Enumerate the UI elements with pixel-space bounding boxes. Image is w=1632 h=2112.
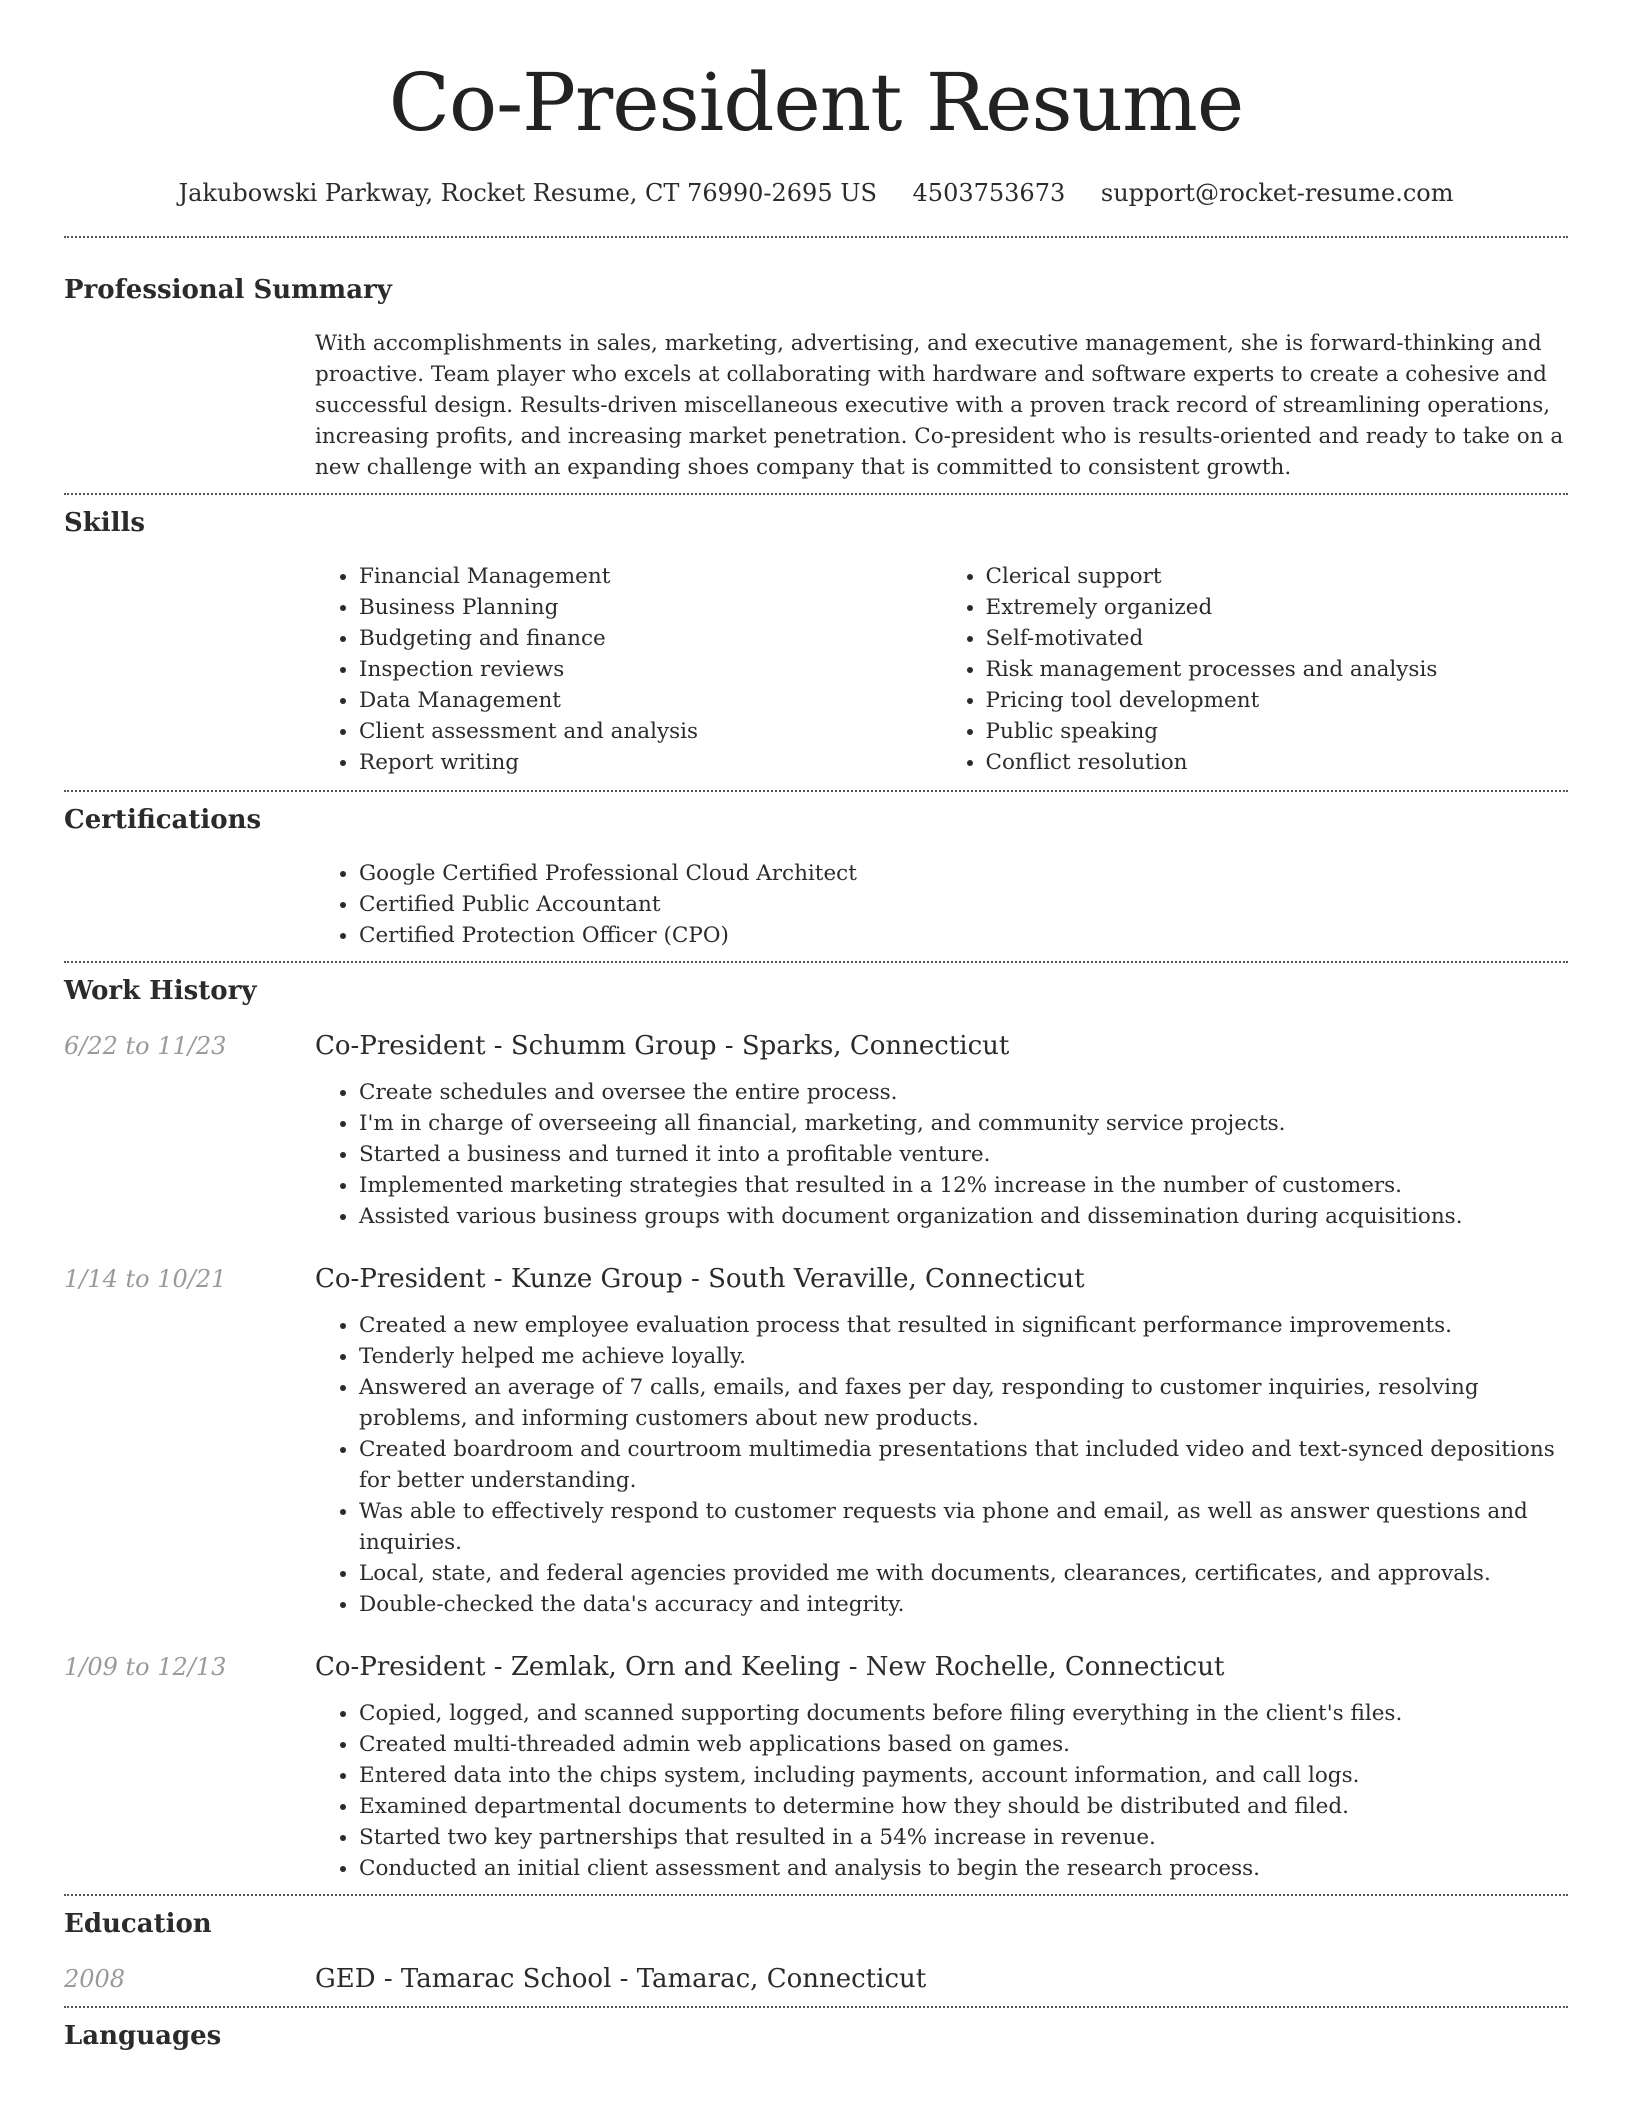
job-entry xyxy=(64,1262,1568,1620)
job-entry xyxy=(64,1650,1568,1884)
summary-heading: Professional Summary xyxy=(64,275,392,305)
skills-grid xyxy=(315,561,1568,778)
skill-item: • Client assessment and analysis xyxy=(359,716,942,747)
skill-item: • Conflict resolution xyxy=(986,747,1569,778)
summary-section xyxy=(64,272,1568,483)
job-bullet: • Answered an average of 7 calls, emails, and faxes per day, responding to customer inquiries, resolving problems, and informing customers about new products. xyxy=(359,1372,1568,1434)
skill-item: • Financial Management xyxy=(359,561,942,592)
job-bullet: • Local, state, and federal agencies provided me with documents, clearances, certificates, and approvals. xyxy=(359,1558,1568,1589)
work-history-section xyxy=(64,973,1568,1884)
job-bullet: • Was able to effectively respond to customer requests via phone and email, as well as answer questions and inquiries. xyxy=(359,1496,1568,1558)
job-bullet: • Copied, logged, and scanned supporting documents before filing everything in the client's files. xyxy=(359,1698,1568,1729)
job-header xyxy=(64,1029,1568,1063)
skill-item: • Budgeting and finance xyxy=(359,623,942,654)
job-bullets-wrap xyxy=(315,1310,1568,1620)
contact-email: support@rocket-resume.com xyxy=(1100,179,1454,207)
contact-address: Jakubowski Parkway, Rocket Resume, CT 76990-2695 US xyxy=(178,179,877,207)
job-bullet: • Implemented marketing strategies that resulted in a 12% increase in the number of customers. xyxy=(359,1170,1568,1201)
resume-title: Co-President Resume xyxy=(388,56,1244,149)
skill-item: • Public speaking xyxy=(986,716,1569,747)
divider xyxy=(64,236,1568,238)
job-header xyxy=(64,1262,1568,1296)
job-title: Co-President - Schumm Group - Sparks, Connecticut xyxy=(315,1031,1010,1061)
job-bullets-wrap xyxy=(315,1077,1568,1232)
job-bullet: • Conducted an initial client assessment and analysis to begin the research process. xyxy=(359,1853,1568,1884)
education-degree: GED - Tamarac School - Tamarac, Connecticut xyxy=(315,1964,927,1994)
skills-list-right xyxy=(942,561,1569,778)
job-bullet: • I'm in charge of overseeing all financial, marketing, and community service projects. xyxy=(359,1108,1568,1139)
skill-item: • Self-motivated xyxy=(986,623,1569,654)
contact-line xyxy=(64,176,1568,210)
work-history-heading: Work History xyxy=(64,976,257,1006)
certifications-section xyxy=(64,802,1568,951)
skill-item: • Clerical support xyxy=(986,561,1569,592)
job-bullet: • Create schedules and oversee the entire process. xyxy=(359,1077,1568,1108)
skills-list-left xyxy=(315,561,942,778)
education-year: 2008 xyxy=(64,1965,126,1993)
divider xyxy=(64,493,1568,495)
education-section xyxy=(64,1906,1568,1996)
job-bullet: • Examined departmental documents to determine how they should be distributed and filed. xyxy=(359,1791,1568,1822)
job-title: Co-President - Kunze Group - South Veraville, Connecticut xyxy=(315,1264,1085,1294)
skill-item: • Data Management xyxy=(359,685,942,716)
job-bullets xyxy=(315,1698,1568,1884)
divider xyxy=(64,790,1568,792)
contact-phone: 4503753673 xyxy=(912,179,1066,207)
job-dates: 1/14 to 10/21 xyxy=(64,1265,227,1293)
skills-heading: Skills xyxy=(64,508,146,538)
languages-heading: Languages xyxy=(64,2021,222,2051)
job-bullet: • Tenderly helped me achieve loyally. xyxy=(359,1341,1568,1372)
skill-item: • Report writing xyxy=(359,747,942,778)
education-entry xyxy=(64,1962,1568,1996)
job-dates: 1/09 to 12/13 xyxy=(64,1653,227,1681)
job-bullet: • Created boardroom and courtroom multimedia presentations that included video and text-synced depositions for better understanding. xyxy=(359,1434,1568,1496)
certifications-list xyxy=(315,858,1568,951)
skills-section xyxy=(64,505,1568,778)
skill-item: • Extremely organized xyxy=(986,592,1569,623)
job-bullets xyxy=(315,1310,1568,1620)
job-bullet: • Started a business and turned it into a profitable venture. xyxy=(359,1139,1568,1170)
job-bullets xyxy=(315,1077,1568,1232)
job-bullet: • Created multi-threaded admin web applications based on games. xyxy=(359,1729,1568,1760)
job-bullet: • Created a new employee evaluation process that resulted in significant performance improvements. xyxy=(359,1310,1568,1341)
certification-item: • Google Certified Professional Cloud Architect xyxy=(359,858,1568,889)
certification-item: • Certified Protection Officer (CPO) xyxy=(359,920,1568,951)
certifications-body xyxy=(315,858,1568,951)
education-heading: Education xyxy=(64,1909,212,1939)
certifications-heading: Certifications xyxy=(64,805,262,835)
divider xyxy=(64,2006,1568,2008)
job-bullet: • Started two key partnerships that resulted in a 54% increase in revenue. xyxy=(359,1822,1568,1853)
job-header xyxy=(64,1650,1568,1684)
skill-item: • Inspection reviews xyxy=(359,654,942,685)
divider xyxy=(64,1894,1568,1896)
summary-text: With accomplishments in sales, marketing, advertising, and executive management, she is forward-thinking and proactive. Team player who excels at collaborating with hardware and software experts to create a cohesive and successful design. Results-driven miscellaneous executive with a proven track record of streamlining operations, increasing profits, and increasing market penetration. Co-president who is results-oriented and ready to take on a new challenge with an expanding shoes company that is committed to consistent growth. xyxy=(315,331,1564,480)
job-bullets-wrap xyxy=(315,1698,1568,1884)
job-bullet: • Assisted various business groups with document organization and dissemination during acquisitions. xyxy=(359,1201,1568,1232)
job-bullet: • Double-checked the data's accuracy and integrity. xyxy=(359,1589,1568,1620)
certification-item: • Certified Public Accountant xyxy=(359,889,1568,920)
job-bullet: • Entered data into the chips system, including payments, account information, and call logs. xyxy=(359,1760,1568,1791)
job-title: Co-President - Zemlak, Orn and Keeling - New Rochelle, Connecticut xyxy=(315,1652,1225,1682)
job-dates: 6/22 to 11/23 xyxy=(64,1032,227,1060)
skill-item: • Risk management processes and analysis xyxy=(986,654,1569,685)
languages-section xyxy=(64,2018,1568,2054)
job-entry xyxy=(64,1029,1568,1232)
skill-item: • Pricing tool development xyxy=(986,685,1569,716)
skill-item: • Business Planning xyxy=(359,592,942,623)
divider xyxy=(64,961,1568,963)
